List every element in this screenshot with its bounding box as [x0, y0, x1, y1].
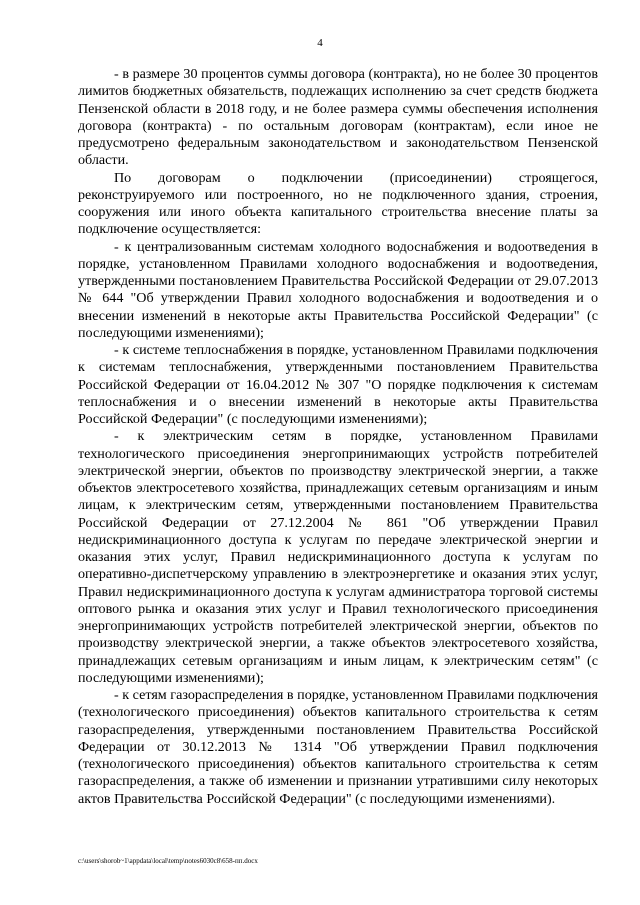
paragraph-gas-distribution: - к сетям газораспределения в порядке, установленном Правилами подключения (технологического присоединения) объектов капитального строительства к сетям газораспределения, утвержденными постановлением Правительства Российской Федерации от 30.12.2013 № 1314 "Об утверждении Правил подключения (технологического присоединения) объектов капитального строительства к сетям газораспределения, а также об изменении и признании утратившими силу некоторых актов Правительства Российской Федерации" (с последующими изменениями). — [78, 687, 598, 807]
document-body — [78, 66, 598, 808]
paragraph-heat-supply: - к системе теплоснабжения в порядке, установленном Правилами подключения к системам теплоснабжения, утвержденными постановлением Правительства Российской Федерации от 16.04.2012 № 307 "О порядке подключения к системам теплоснабжения и о внесении изменений в некоторые акты Правительства Российской Федерации" (с последующими изменениями); — [78, 342, 598, 427]
paragraph-water-supply: - к централизованным системам холодного водоснабжения и водоотведения в порядке, установленном Правилами холодного водоснабжения и водоотведения, утвержденными постановлением Правительства Российской Федерации от 29.07.2013 № 644 "Об утверждении Правил холодного водоснабжения и водоотведения и о внесении изменений в некоторые акты Правительства Российской Федерации" (с последующими изменениями); — [78, 238, 598, 341]
footer-file-path: c:\users\shorob~1\appdata\local\temp\notes6030c8\658-пп.docx — [78, 857, 258, 865]
page-number: 4 — [317, 37, 323, 49]
paragraph-electric-networks: - к электрическим сетям в порядке, установленном Правилами технологического присоединения энергопринимающих устройств потребителей электрической энергии, объектов по производству электрической энергии, а также объектов электросетевого хозяйства, принадлежащих сетевым организациям и иным лицам, к электрическим сетям, утвержденными постановлением Правительства Российской Федерации от 27.12.2004 № 861 "Об утверждении Правил недискриминационного доступа к услугам по передаче электрической энергии и оказания этих услуг, Правил недискриминационного доступа к услугам по оперативно-диспетчерскому управлению в электроэнергетике и оказания этих услуг, Правил недискриминационного доступа к услугам администратора торговой системы оптового рынка и оказания этих услуг и Правил технологического присоединения энергопринимающих устройств потребителей электрической энергии, объектов по производству электрической энергии, а также объектов электросетевого хозяйства, принадлежащих сетевым организациям и иным лицам, к электрическим сетям" (с последующими изменениями); — [78, 428, 598, 686]
paragraph-payment-size: - в размере 30 процентов суммы договора (контракта), но не более 30 процентов лимитов бюджетных обязательств, подлежащих исполнению за счет средств бюджета Пензенской области в 2018 году, и не более размера суммы обеспечения исполнения договора (контракта) - по остальным договорам (контрактам), если иное не предусмотрено федеральным законодательством и законодательством Пензенской области. — [78, 66, 598, 169]
paragraph-connection-contracts: По договорам о подключении (присоединении) строящегося, реконструируемого или построенного, но не подключенного здания, строения, сооружения или иного объекта капитального строительства внесение платы за подключение осуществляется: — [78, 169, 598, 238]
